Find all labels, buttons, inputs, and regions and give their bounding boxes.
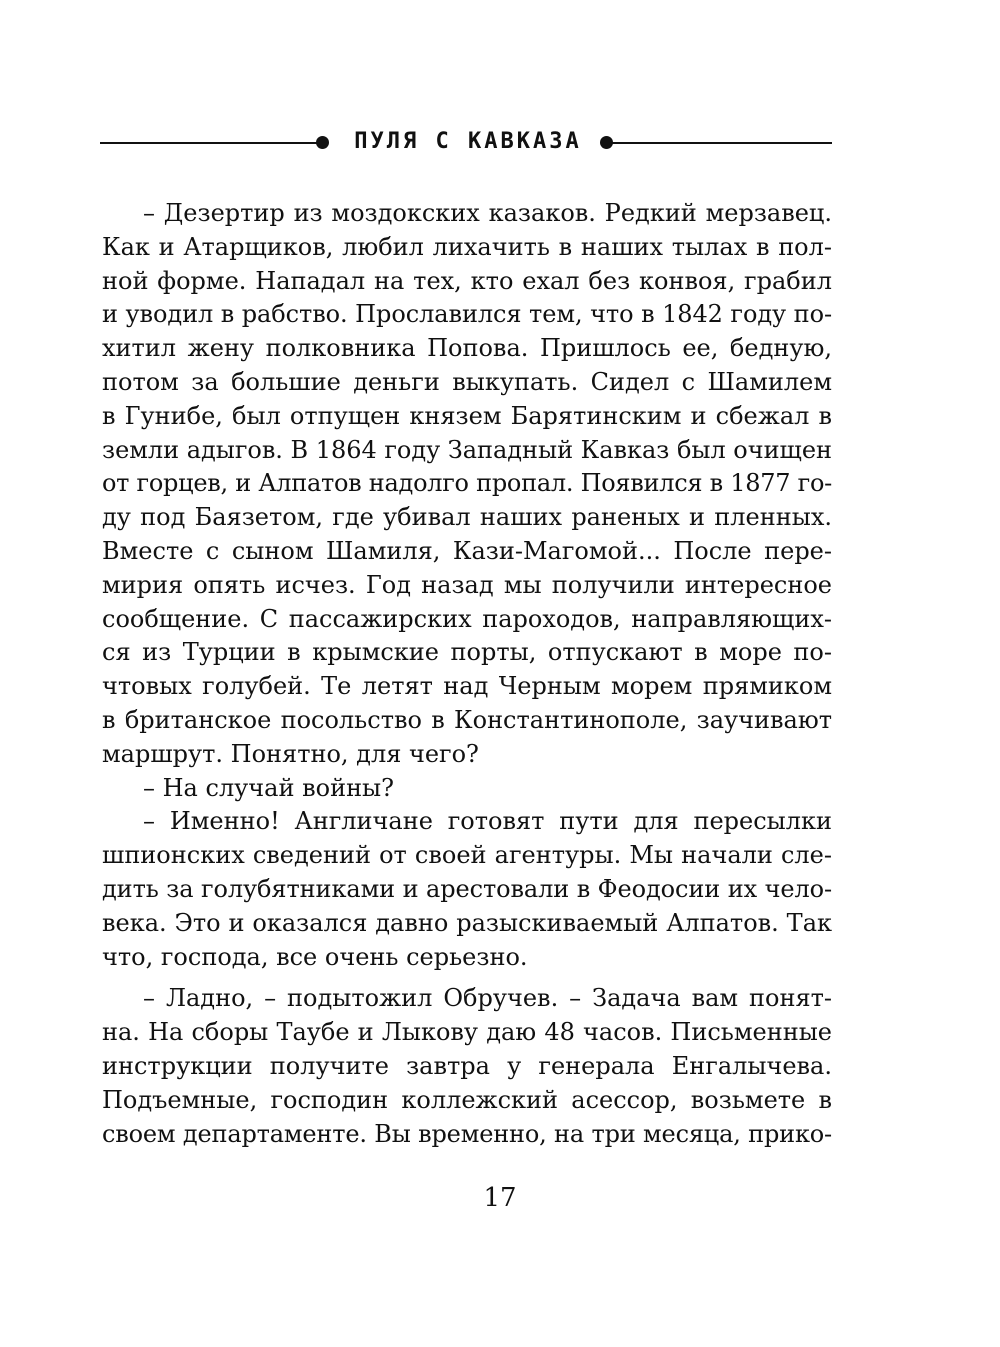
text-line: на. На сборы Таубе и Лыкову даю 48 часов. Письменные <box>102 1018 832 1047</box>
text-line: хитил жену полковника Попова. Пришлось ее, бедную, <box>102 334 832 363</box>
text-line: своем департаменте. Вы временно, на три месяца, прико- <box>102 1119 832 1148</box>
text-line: потом за большие деньги выкупать. Сидел с Шамилем <box>102 367 832 396</box>
text-line: Как и Атарщиков, любил лихачить в наших тылах в пол- <box>102 232 832 261</box>
text-line: ной форме. Нападал на тех, кто ехал без конвоя, грабил <box>102 266 832 295</box>
text-line: мирия опять исчез. Год назад мы получили интересное <box>102 570 832 599</box>
text-line: Подъемные, господин коллежский асессор, возьмете в <box>102 1085 832 1114</box>
text-line: инструкции получите завтра у генерала Енгалычева. <box>102 1051 832 1080</box>
text-line: – Именно! Англичане готовят пути для пересылки <box>143 807 832 836</box>
text-line: дить за голубятниками и арестовали в Феодосии их чело- <box>102 874 833 903</box>
text-line: Вместе с сыном Шамиля, Кази-Магомой... После пере- <box>102 536 832 565</box>
paragraph <box>102 197 832 772</box>
text-line: чтовых голубей. Те летят над Черным морем прямиком <box>102 672 832 701</box>
paragraph <box>102 805 832 974</box>
text-line: ду под Баязетом, где убивал наших раненых и пленных. <box>102 503 832 532</box>
paragraph-gap <box>102 974 832 982</box>
text-line: – Ладно, – подытожил Обручев. – Задача вам понят- <box>143 984 832 1013</box>
text-line: – Дезертир из моздокских казаков. Редкий мерзавец. <box>143 199 832 227</box>
paragraph <box>102 772 832 806</box>
text-line: ся из Турции в крымские порты, отпускают в море по- <box>102 638 832 667</box>
text-line: и уводил в рабство. Прославился тем, что в 1842 году по- <box>102 300 832 329</box>
header-bullet-left <box>316 136 329 149</box>
text-line: в британское посольство в Константинополе, заучивают <box>102 705 832 734</box>
running-header <box>100 124 832 160</box>
paragraph <box>102 982 832 1151</box>
text-line: маршрут. Понятно, для чего? <box>102 739 479 768</box>
text-line: шпионских сведений от своей агентуры. Мы начали сле- <box>102 841 832 870</box>
text-line: века. Это и оказался давно разыскиваемый Алпатов. Так <box>102 908 832 937</box>
text-line: в Гунибе, был отпущен князем Барятинским и сбежал в <box>102 401 832 430</box>
header-rule-right <box>612 142 832 144</box>
text-line: от горцев, и Алпатов надолго пропал. Появился в 1877 го- <box>102 469 832 498</box>
text-line: сообщение. С пассажирских пароходов, направляющих- <box>102 604 832 633</box>
page-number: 17 <box>483 1183 517 1213</box>
text-line: земли адыгов. В 1864 году Западный Кавказ был очищен <box>102 435 832 464</box>
header-rule-left <box>100 142 318 144</box>
text-line: – На случай войны? <box>143 773 395 802</box>
running-title: ПУЛЯ С КАВКАЗА <box>354 129 582 154</box>
body-text <box>102 197 832 1151</box>
text-line: что, господа, все очень серьезно. <box>102 942 528 971</box>
